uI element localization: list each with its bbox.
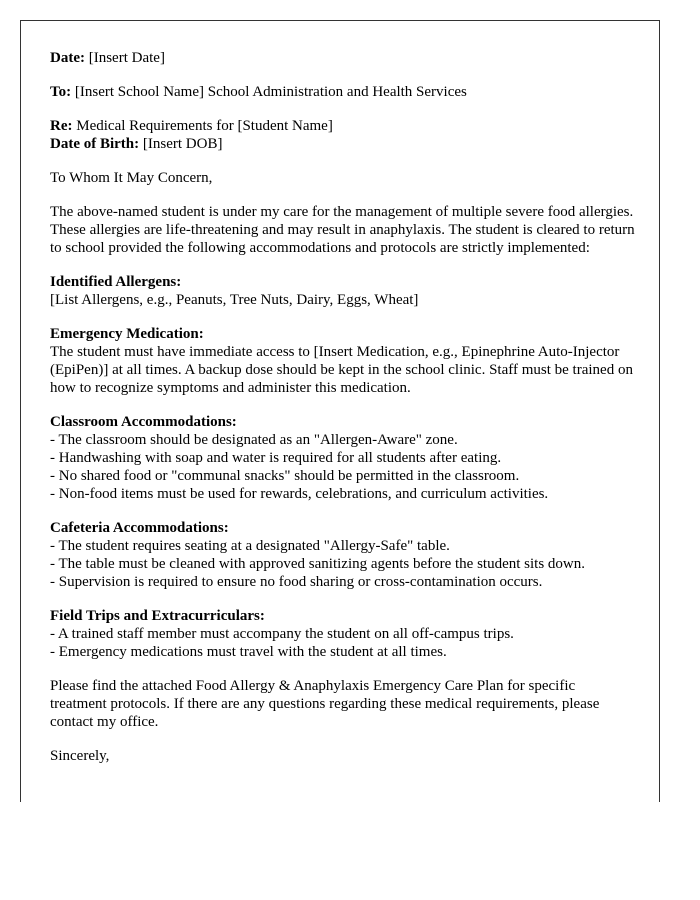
- intro-paragraph: The above-named student is under my care for the management of multiple severe food allergies. These allergies are life-threatening and may result in anaphylaxis. The student is cleared to return to school provided the following accommodations and protocols are strictly implemented:: [50, 204, 635, 256]
- date-label: Date:: [50, 50, 85, 66]
- section-heading: Identified Allergens:: [50, 274, 182, 290]
- to-label: To:: [50, 84, 72, 100]
- section-heading: Classroom Accommodations:: [50, 414, 237, 430]
- salutation: To Whom It May Concern,: [50, 170, 213, 186]
- re-label: Re:: [50, 118, 73, 134]
- section-body: [List Allergens, e.g., Peanuts, Tree Nuts, Dairy, Eggs, Wheat]: [50, 292, 419, 308]
- dob-label: Date of Birth:: [50, 136, 140, 152]
- closing-paragraph: Please find the attached Food Allergy & Anaphylaxis Emergency Care Plan for specific treatment protocols. If there are any questions regarding these medical requirements, please contact my office.: [50, 678, 600, 730]
- dob-line: [50, 135, 635, 153]
- section-heading: Emergency Medication:: [50, 326, 204, 342]
- signoff: Sincerely,: [50, 748, 110, 764]
- to-line: [50, 83, 635, 101]
- date-line: [50, 49, 635, 67]
- list-item: - Non-food items must be used for rewards, celebrations, and curriculum activities.: [50, 486, 549, 502]
- re-line: [50, 117, 635, 135]
- list-item: - Supervision is required to ensure no food sharing or cross-contamination occurs.: [50, 574, 543, 590]
- section-classroom: [50, 413, 635, 503]
- list-item: - No shared food or "communal snacks" should be permitted in the classroom.: [50, 468, 520, 484]
- section-allergens: [50, 273, 635, 309]
- re-value: Medical Requirements for [Student Name]: [76, 118, 333, 134]
- section-heading: Field Trips and Extracurriculars:: [50, 608, 265, 624]
- list-item: - The classroom should be designated as an "Allergen-Aware" zone.: [50, 432, 458, 448]
- list-item: - The table must be cleaned with approved sanitizing agents before the student sits down.: [50, 556, 585, 572]
- list-item: - The student requires seating at a designated "Allergy-Safe" table.: [50, 538, 450, 554]
- section-heading: Cafeteria Accommodations:: [50, 520, 229, 536]
- date-value: [Insert Date]: [88, 50, 165, 66]
- list-item: - Emergency medications must travel with the student at all times.: [50, 644, 447, 660]
- to-value: [Insert School Name] School Administration and Health Services: [74, 84, 467, 100]
- letter-body: [50, 49, 635, 781]
- list-item: - A trained staff member must accompany the student on all off-campus trips.: [50, 626, 514, 642]
- section-cafeteria: [50, 519, 635, 591]
- dob-value: [Insert DOB]: [142, 136, 223, 152]
- section-emergency-medication: [50, 325, 635, 397]
- section-body: The student must have immediate access to [Insert Medication, e.g., Epinephrine Auto-Injector (EpiPen)] at all times. A backup dose should be kept in the school clinic. Staff must be trained on how to recognize symptoms and administer this medication.: [50, 344, 633, 396]
- letter-page: [20, 20, 660, 802]
- list-item: - Handwashing with soap and water is required for all students after eating.: [50, 450, 502, 466]
- section-field-trips: [50, 607, 635, 661]
